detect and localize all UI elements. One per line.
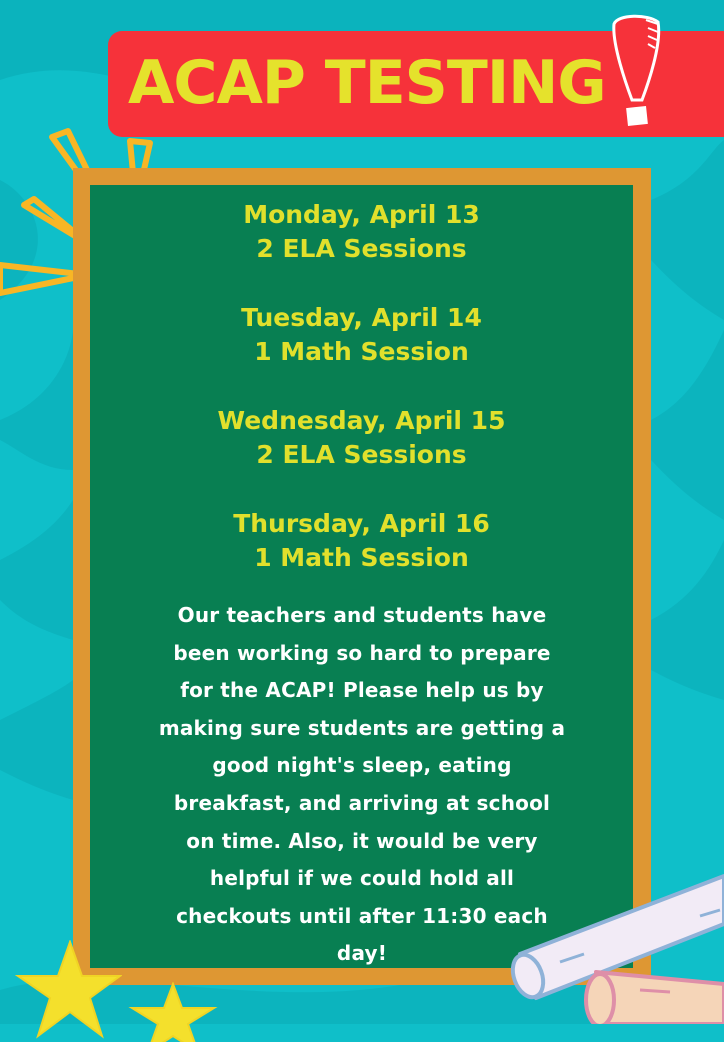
message-line: day! <box>336 941 388 966</box>
message-line: checkouts until after 11:30 each <box>176 903 548 928</box>
schedule-day: Wednesday, April 15 <box>217 406 506 435</box>
testing-schedule <box>90 198 633 610</box>
schedule-day: Thursday, April 16 <box>233 509 490 538</box>
schedule-day: Tuesday, April 14 <box>241 303 482 332</box>
schedule-sessions: 2 ELA Sessions <box>256 440 467 469</box>
message-line: been working so hard to prepare <box>173 640 551 665</box>
schedule-item <box>90 301 633 404</box>
message-line: making sure students are getting a <box>158 715 566 740</box>
message-line: for the ACAP! Please help us by <box>180 678 544 703</box>
exclamation-icon <box>608 14 664 130</box>
schedule-sessions: 1 Math Session <box>254 543 469 572</box>
message-line: helpful if we could hold all <box>209 866 515 891</box>
schedule-item <box>90 198 633 301</box>
page-title: ACAP TESTING <box>128 48 606 118</box>
chalk-icon <box>500 866 724 1024</box>
star-icon <box>128 982 218 1042</box>
message-line: good night's sleep, eating <box>212 753 512 778</box>
message-line: on time. Also, it would be very <box>186 828 538 853</box>
schedule-sessions: 2 ELA Sessions <box>256 234 467 263</box>
schedule-day: Monday, April 13 <box>243 200 480 229</box>
schedule-item <box>90 404 633 507</box>
message-line: breakfast, and arriving at school <box>173 790 551 815</box>
message-line: Our teachers and students have <box>177 603 547 627</box>
schedule-item <box>90 507 633 610</box>
schedule-sessions: 1 Math Session <box>254 337 469 366</box>
star-icon <box>12 940 122 1040</box>
